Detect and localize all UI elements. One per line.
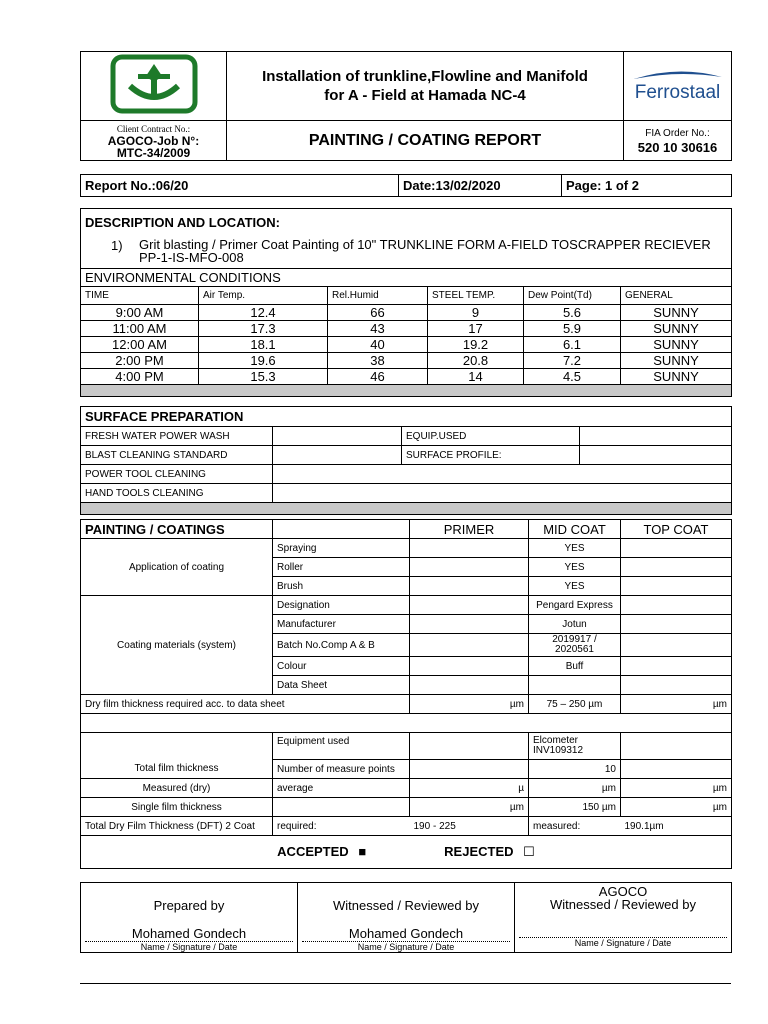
project-title-line1: Installation of trunkline,Flowline and Manifold	[262, 68, 588, 85]
job-label: AGOCO-Job N°:	[107, 133, 200, 148]
project-title-line2: for A - Field at Hamada NC-4	[324, 87, 526, 104]
description-item-line1: Grit blasting / Primer Coat Painting of 10" TRUNKLINE FORM A-FIELD TOSCRAPPER RECIEVER	[139, 237, 711, 252]
average-mid-unit: µm	[529, 779, 621, 798]
total-film-label: Total film thickness	[134, 763, 219, 774]
power-tool-value	[273, 465, 732, 484]
designation-label: Designation	[273, 596, 410, 615]
report-date: Date:13/02/2020	[399, 175, 562, 197]
accepted-option[interactable]	[277, 844, 366, 860]
agoco-logo-cell	[81, 52, 227, 121]
agoco-witness-title: Witnessed / Reviewed by	[550, 897, 696, 912]
fia-label: FIA Order No.:	[645, 127, 710, 139]
mid-coat-heading: MID COAT	[529, 520, 621, 539]
env-col-time: TIME	[81, 287, 199, 305]
primer-heading: PRIMER	[410, 520, 529, 539]
rejected-checkbox-icon: ☐	[523, 844, 535, 859]
painting-heading: PAINTING / COATINGS	[81, 520, 273, 539]
single-top-unit: µm	[621, 798, 732, 817]
table-row	[81, 305, 732, 321]
witnessed-by-caption: Name / Signature / Date	[302, 941, 510, 952]
signature-block	[80, 882, 732, 953]
env-cell: 12:00 AM	[81, 337, 199, 353]
hand-tools-label: HAND TOOLS CLEANING	[81, 484, 273, 503]
rejected-label: REJECTED	[444, 844, 514, 859]
ferrostaal-logo-cell	[624, 52, 732, 121]
measure-points-label: Number of measure points	[273, 760, 410, 779]
spraying-mid: YES	[529, 539, 621, 558]
env-cell: 18.1	[199, 337, 328, 353]
description-heading: DESCRIPTION AND LOCATION:	[85, 215, 280, 230]
measured-value: 190.1µm	[621, 817, 732, 836]
env-cell: 7.2	[524, 353, 621, 369]
ferrostaal-swoosh-icon	[632, 68, 724, 80]
fresh-water-label: FRESH WATER POWER WASH	[81, 427, 273, 446]
measured-dry-label: Measured (dry)	[81, 779, 273, 798]
env-col-rel-humid: Rel.Humid	[328, 287, 428, 305]
roller-label: Roller	[273, 558, 410, 577]
env-col-dew-point: Dew Point(Td)	[524, 287, 621, 305]
batch-mid-line1: 2019917 /	[552, 634, 597, 645]
top-coat-heading: TOP COAT	[621, 520, 732, 539]
acceptance-row	[81, 836, 732, 869]
equip-used-label: EQUIP.USED	[402, 427, 580, 446]
accepted-checkbox-icon: ■	[358, 844, 367, 859]
painting-section	[80, 519, 732, 869]
colour-label: Colour	[273, 657, 410, 676]
env-cell: 19.6	[199, 353, 328, 369]
single-primer-unit: µm	[410, 798, 529, 817]
manufacturer-mid: Jotun	[529, 615, 621, 634]
fia-number: 520 10 30616	[637, 139, 718, 155]
agoco-witness-caption: Name / Signature / Date	[519, 937, 727, 948]
footer-rule	[80, 983, 731, 984]
environment-header-row	[81, 287, 732, 305]
total-dft-label: Total Dry Film Thickness (DFT) 2 Coat	[81, 817, 273, 836]
section-divider	[81, 503, 732, 515]
rejected-option[interactable]	[444, 844, 535, 860]
dft-required-label: Dry film thickness required acc. to data sheet	[81, 695, 410, 714]
env-cell: SUNNY	[621, 337, 732, 353]
env-cell: 5.6	[524, 305, 621, 321]
env-cell: 12.4	[199, 305, 328, 321]
description-item-number: 1)	[111, 238, 123, 253]
brush-mid: YES	[529, 577, 621, 596]
agoco-org: AGOCO	[598, 884, 648, 899]
agoco-witness-cell	[515, 883, 732, 953]
env-cell: 9:00 AM	[81, 305, 199, 321]
equipment-mid-line1: Elcometer	[533, 735, 579, 746]
env-cell: 17.3	[199, 321, 328, 337]
witnessed-by-title: Witnessed / Reviewed by	[333, 898, 479, 913]
fia-cell	[624, 121, 732, 161]
env-cell: 66	[328, 305, 428, 321]
single-film-label: Single film thickness	[81, 798, 273, 817]
equipment-mid	[529, 733, 621, 760]
table-row	[81, 337, 732, 353]
env-cell: 4.5	[524, 369, 621, 385]
prepared-by-name: Mohamed Gondech	[131, 926, 247, 941]
batch-label: Batch No.Comp A & B	[273, 634, 410, 657]
data-sheet-label: Data Sheet	[273, 676, 410, 695]
power-tool-label: POWER TOOL CLEANING	[81, 465, 273, 484]
env-col-steel-temp: STEEL TEMP.	[428, 287, 524, 305]
env-cell: 40	[328, 337, 428, 353]
hand-tools-value	[273, 484, 732, 503]
average-primer-unit: µ	[410, 779, 529, 798]
description-item	[85, 238, 727, 264]
roller-mid: YES	[529, 558, 621, 577]
report-number: Report No.:06/20	[81, 175, 399, 197]
env-cell: SUNNY	[621, 321, 732, 337]
environment-section	[80, 208, 732, 397]
witnessed-by-cell	[298, 883, 515, 953]
section-divider	[81, 385, 732, 397]
description-item-text	[139, 238, 711, 264]
env-cell: SUNNY	[621, 305, 732, 321]
average-top-unit: µm	[621, 779, 732, 798]
env-col-air-temp: Air Temp.	[199, 287, 328, 305]
ferrostaal-brand: Ferrostaal	[634, 82, 721, 103]
colour-mid: Buff	[529, 657, 621, 676]
env-cell: 19.2	[428, 337, 524, 353]
application-label: Application of coating	[81, 539, 273, 596]
env-cell: 11:00 AM	[81, 321, 199, 337]
spacer-row	[81, 714, 732, 733]
agoco-signature-space	[515, 912, 731, 937]
env-cell: 5.9	[524, 321, 621, 337]
measure-points-mid: 10	[529, 760, 621, 779]
blast-label: BLAST CLEANING STANDARD	[81, 446, 273, 465]
env-cell: 43	[328, 321, 428, 337]
batch-mid-line2: 2020561	[555, 644, 594, 655]
agoco-logo-icon	[110, 54, 198, 114]
measured-label: measured:	[529, 817, 621, 836]
dft-primer-unit: µm	[410, 695, 529, 714]
env-cell: SUNNY	[621, 369, 732, 385]
contract-cell	[81, 121, 227, 161]
required-value: 190 - 225	[410, 817, 529, 836]
project-title	[227, 52, 624, 121]
env-cell: 2:00 PM	[81, 353, 199, 369]
report-info-bar	[80, 174, 732, 197]
dft-required-mid: 75 – 250 µm	[529, 695, 621, 714]
surface-profile-value	[580, 446, 732, 465]
witnessed-by-name: Mohamed Gondech	[348, 926, 464, 941]
manufacturer-label: Manufacturer	[273, 615, 410, 634]
env-cell: 17	[428, 321, 524, 337]
env-cell: 9	[428, 305, 524, 321]
report-header	[80, 51, 732, 161]
spraying-label: Spraying	[273, 539, 410, 558]
description-item-line2: PP-1-IS-MFO-008	[139, 250, 244, 265]
report-title: PAINTING / COATING REPORT	[227, 121, 624, 161]
environment-heading: ENVIRONMENTAL CONDITIONS	[81, 269, 732, 287]
single-mid: 150 µm	[529, 798, 621, 817]
prepared-by-caption: Name / Signature / Date	[85, 941, 293, 952]
surface-profile-label: SURFACE PROFILE:	[402, 446, 580, 465]
dft-top-unit: µm	[621, 695, 732, 714]
equipment-mid-line2: INV109312	[533, 745, 584, 756]
batch-mid	[529, 634, 621, 657]
table-row	[81, 321, 732, 337]
required-label: required:	[273, 817, 410, 836]
blast-value	[273, 446, 402, 465]
env-cell: 46	[328, 369, 428, 385]
job-number: MTC-34/2009	[116, 145, 191, 160]
total-film-block	[81, 733, 273, 779]
accepted-label: ACCEPTED	[277, 844, 349, 859]
materials-label: Coating materials (system)	[81, 596, 273, 695]
acceptance-options	[85, 844, 727, 860]
prepared-by-title: Prepared by	[153, 898, 225, 913]
equipment-used-label: Equipment used	[273, 733, 410, 760]
table-row	[81, 353, 732, 369]
surface-heading: SURFACE PREPARATION	[81, 407, 732, 427]
client-contract-label: Client Contract No.:	[116, 123, 191, 134]
description-cell	[81, 209, 732, 269]
env-cell: 15.3	[199, 369, 328, 385]
env-cell: 4:00 PM	[81, 369, 199, 385]
equip-used-value	[580, 427, 732, 446]
env-cell: 14	[428, 369, 524, 385]
prepared-by-cell	[81, 883, 298, 953]
average-label: average	[273, 779, 410, 798]
env-cell: 6.1	[524, 337, 621, 353]
page-number: Page: 1 of 2	[562, 175, 732, 197]
env-col-general: GENERAL	[621, 287, 732, 305]
env-cell: 20.8	[428, 353, 524, 369]
env-cell: SUNNY	[621, 353, 732, 369]
designation-mid: Pengard Express	[529, 596, 621, 615]
table-row	[81, 369, 732, 385]
brush-label: Brush	[273, 577, 410, 596]
surface-preparation-section	[80, 406, 732, 515]
fresh-water-value	[273, 427, 402, 446]
env-cell: 38	[328, 353, 428, 369]
